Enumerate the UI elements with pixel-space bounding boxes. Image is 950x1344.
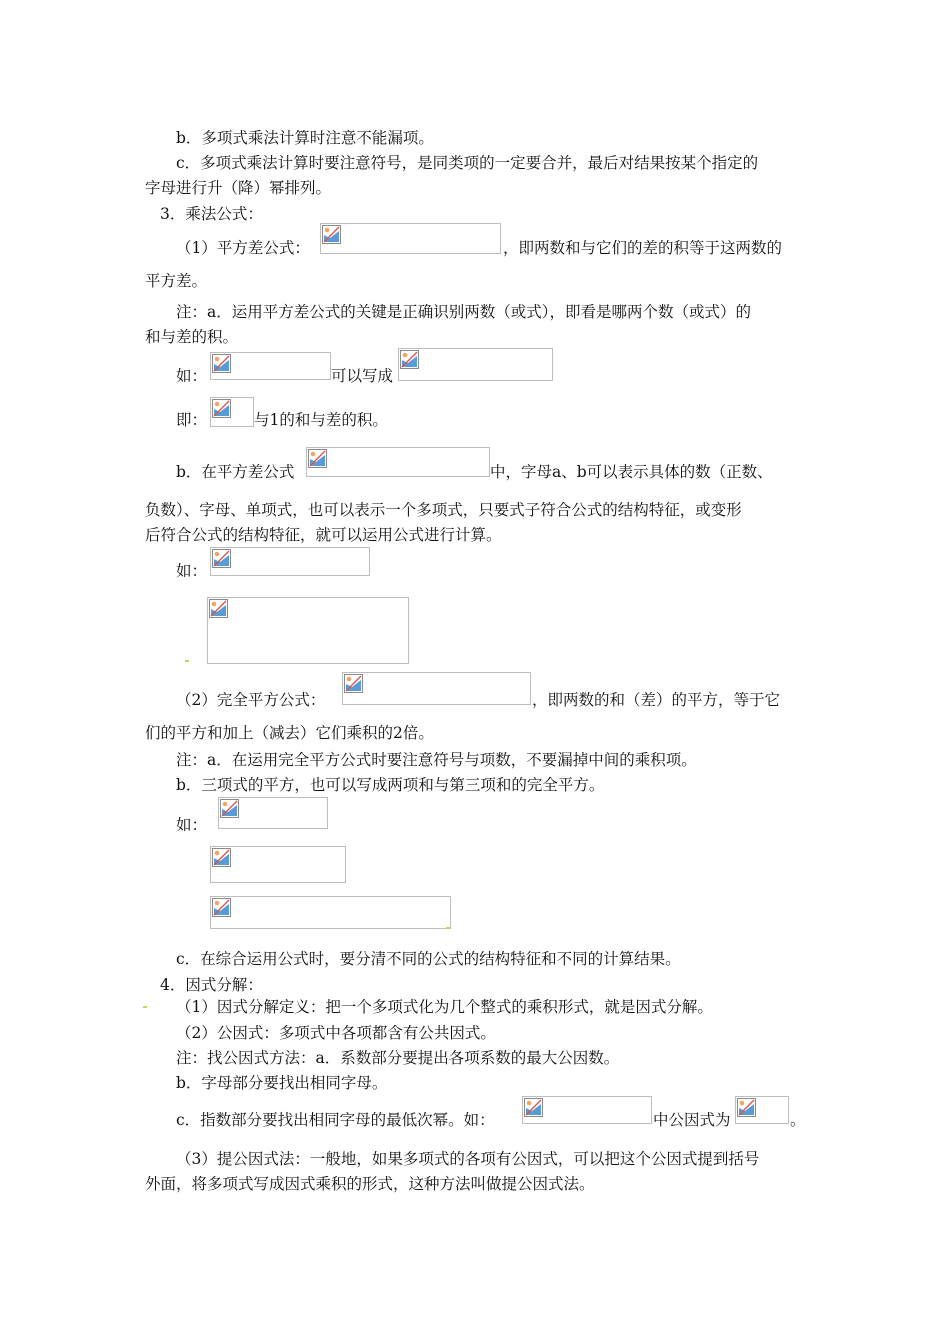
formula-image (207, 597, 409, 664)
text-line: （2）公因式：多项式中各项都含有公共因式。 (176, 1024, 496, 1042)
text-line: 中，字母a、b可以表示具体的数（正数、 (490, 463, 773, 481)
text-line: 后符合公式的结构特征，就可以运用公式进行计算。 (145, 526, 502, 544)
text-line: 平方差。 (145, 272, 208, 290)
text-line: 与1的和与差的积。 (254, 411, 388, 429)
formula-image (210, 397, 254, 427)
formula-image (342, 672, 531, 705)
formula-image (398, 348, 553, 381)
broken-image-icon (344, 674, 363, 693)
broken-image-icon (212, 898, 231, 917)
broken-image-icon (737, 1098, 756, 1117)
text-line: 负数）、字母、单项式，也可以表示一个多项式，只要式子符合公式的结构特征，或变形 (145, 501, 742, 519)
text-line: ，即两数和与它们的差的积等于这两数的 (503, 239, 783, 257)
scan-mark (143, 1006, 147, 1008)
text-line: 注：找公因式方法：a．系数部分要提出各项系数的最大公因数。 (176, 1049, 620, 1067)
broken-image-icon (400, 350, 419, 369)
broken-image-icon (212, 354, 231, 373)
broken-image-icon (322, 225, 341, 244)
broken-image-icon (212, 399, 231, 418)
broken-image-icon (308, 449, 327, 468)
section-heading: 3．乘法公式： (160, 205, 263, 223)
formula-image (210, 352, 331, 380)
text-line: 可以写成 (331, 367, 394, 385)
text-line: （2）完全平方公式： (176, 691, 326, 709)
broken-image-icon (209, 599, 228, 618)
text-line: （3）提公因式法：一般地，如果多项式的各项有公因式，可以把这个公因式提到括号 (176, 1150, 760, 1168)
text-line: ，即两数的和（差）的平方，等于它 (532, 691, 781, 709)
text-line: 即： (176, 411, 208, 429)
text-line: c．在综合运用公式时，要分清不同的公式的结构特征和不同的计算结果。 (176, 950, 681, 968)
text-line: 中公因式为 (653, 1111, 731, 1129)
formula-image (735, 1096, 789, 1124)
formula-image (218, 797, 328, 829)
formula-image (210, 846, 346, 883)
text-line: 注：a．运用平方差公式的关键是正确识别两数（或式），即看是哪两个数（或式）的 (176, 303, 751, 321)
text-line: b．多项式乘法计算时注意不能漏项。 (176, 129, 434, 147)
text-line: c．指数部分要找出相同字母的最低次幂。如： (176, 1111, 495, 1129)
text-line: （1）因式分解定义：把一个多项式化为几个整式的乘积形式，就是因式分解。 (176, 998, 713, 1016)
text-line: b．在平方差公式 (176, 463, 295, 481)
text-line: b．字母部分要找出相同字母。 (176, 1074, 388, 1092)
formula-image (210, 896, 451, 929)
text-line: （1）平方差公式： (176, 239, 310, 257)
text-line: 注：a．在运用完全平方公式时要注意符号与项数，不要漏掉中间的乘积项。 (176, 751, 697, 769)
broken-image-icon (524, 1098, 543, 1117)
scan-mark (185, 660, 189, 662)
formula-image (522, 1096, 652, 1124)
broken-image-icon (212, 848, 231, 867)
text-line: c．多项式乘法计算时要注意符号，是同类项的一定要合并，最后对结果按某个指定的 (176, 154, 759, 172)
text-line: 们的平方和加上（减去）它们乘积的2倍。 (145, 724, 434, 742)
formula-image (306, 447, 490, 477)
text-line: 字母进行升（降）幂排列。 (145, 179, 332, 197)
text-line: 如： (176, 562, 208, 580)
scan-mark (446, 927, 450, 929)
text-line: 如： (176, 367, 208, 385)
broken-image-icon (220, 799, 239, 818)
text-line: b．三项式的平方，也可以写成两项和与第三项和的完全平方。 (176, 776, 605, 794)
section-heading: 4．因式分解： (160, 976, 263, 994)
text-line: 如： (176, 816, 208, 834)
formula-image (210, 547, 370, 576)
text-line: 外面，将多项式写成因式乘积的形式，这种方法叫做提公因式法。 (145, 1175, 595, 1193)
broken-image-icon (212, 549, 231, 568)
formula-image (320, 223, 501, 254)
text-line: 和与差的积。 (145, 328, 239, 346)
text-line: 。 (790, 1111, 806, 1129)
